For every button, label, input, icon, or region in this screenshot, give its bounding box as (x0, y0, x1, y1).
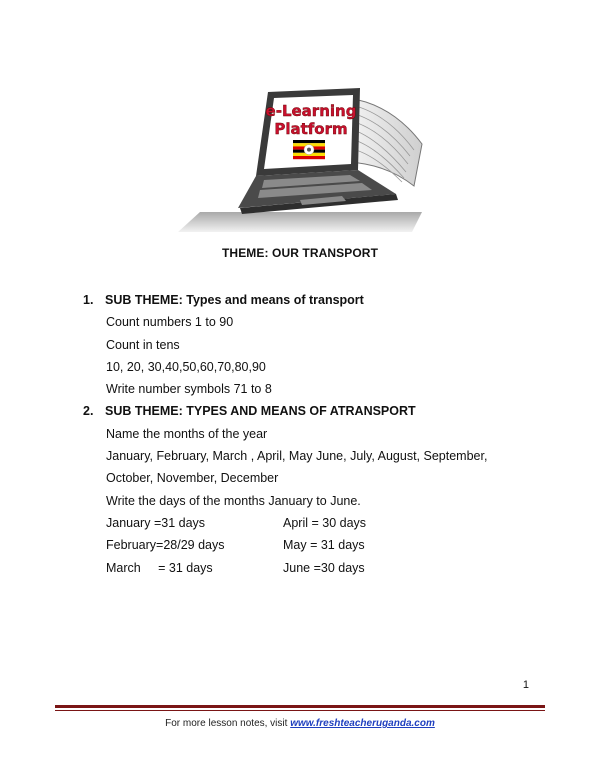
section-2-line: Write the days of the months January to June. (106, 494, 361, 508)
days-right: April = 30 days (283, 516, 367, 530)
section-2-heading (83, 404, 416, 418)
theme-title: THEME: OUR TRANSPORT (222, 246, 378, 260)
logo-text-line1: e-Learning (265, 102, 357, 120)
section-1-heading-text: SUB THEME: Types and means of transport (105, 293, 364, 307)
days-right: June =30 days (283, 561, 365, 575)
section-1-line: Count numbers 1 to 90 (106, 315, 234, 329)
days-left: February=28/29 days (106, 538, 225, 552)
logo-text-line2: Platform (274, 120, 348, 138)
footer-rule-thin (55, 710, 545, 711)
days-left: March = 31 days (106, 561, 213, 575)
elearning-platform-logo (160, 84, 440, 236)
section-2-line: Name the months of the year (106, 427, 268, 441)
page-number: 1 (522, 679, 529, 691)
footer-rule (55, 705, 545, 708)
days-left: January =31 days (106, 516, 206, 530)
section-1-heading (83, 293, 364, 307)
section-2-line: October, November, December (106, 471, 279, 485)
section-2-heading-text: SUB THEME: TYPES AND MEANS OF ATRANSPORT (105, 404, 416, 418)
footer-link[interactable]: www.freshteacheruganda.com (290, 718, 435, 729)
footer (0, 718, 600, 729)
section-2-number: 2. (83, 404, 94, 418)
section-2-line: January, February, March , April, May June, July, August, September, (106, 449, 488, 463)
section-1-number: 1. (83, 293, 94, 307)
days-right: May = 31 days (283, 538, 365, 552)
section-1-line: 10, 20, 30,40,50,60,70,80,90 (106, 360, 266, 374)
section-1-line: Write number symbols 71 to 8 (106, 382, 272, 396)
uganda-flag-icon (293, 140, 325, 159)
footer-text: For more lesson notes, visit (165, 718, 291, 729)
section-1-line: Count in tens (106, 338, 180, 352)
